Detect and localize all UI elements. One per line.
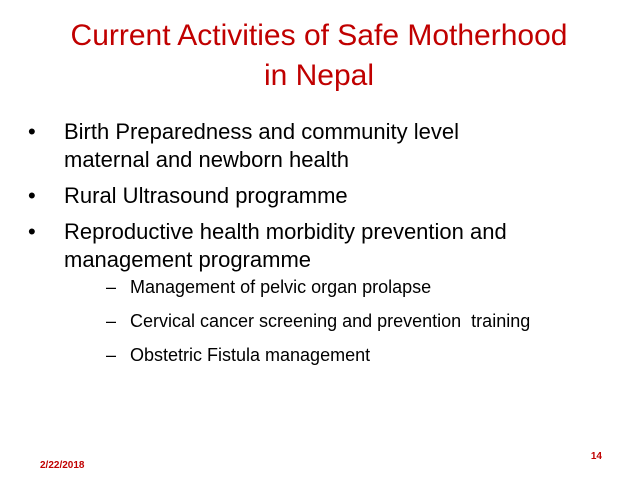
- slide-title-line-2: in Nepal: [263, 59, 375, 92]
- sub-bullet-pelvic-organ-prolapse: [64, 276, 626, 298]
- dash-icon: –: [106, 277, 117, 297]
- bullet-text-line-1: Reproductive health morbidity prevention and: [64, 219, 507, 244]
- bullet-text-line-2: management programme: [64, 247, 312, 272]
- bullet-item-reproductive-health: [26, 218, 626, 366]
- bullet-text-line-2: maternal and newborn health: [64, 147, 349, 172]
- dash-icon: –: [106, 345, 117, 365]
- sub-bullet-cervical-cancer: [64, 310, 626, 332]
- sub-bullet-text: Cervical cancer screening and prevention training: [130, 311, 531, 331]
- slide-title-line-1: Current Activities of Safe Motherhood: [70, 19, 568, 52]
- bullet-icon: •: [28, 183, 36, 208]
- bullet-item-rural-ultrasound: [26, 182, 626, 210]
- bullet-icon: •: [28, 219, 36, 244]
- bullet-list: [26, 118, 626, 378]
- slide-title: [20, 16, 618, 96]
- footer-date: 2/22/2018: [40, 460, 85, 471]
- bullet-text-line-1: Rural Ultrasound programme: [64, 183, 348, 208]
- page-number: 14: [590, 451, 602, 462]
- bullet-item-birth-preparedness: [26, 118, 626, 174]
- sub-bullet-text: Management of pelvic organ prolapse: [130, 277, 432, 297]
- sub-bullet-obstetric-fistula: [64, 344, 626, 366]
- bullet-icon: •: [28, 119, 36, 144]
- bullet-text-line-1: Birth Preparedness and community level: [64, 119, 459, 144]
- dash-icon: –: [106, 311, 117, 331]
- sub-bullet-list: [64, 276, 626, 366]
- sub-bullet-text: Obstetric Fistula management: [130, 345, 371, 365]
